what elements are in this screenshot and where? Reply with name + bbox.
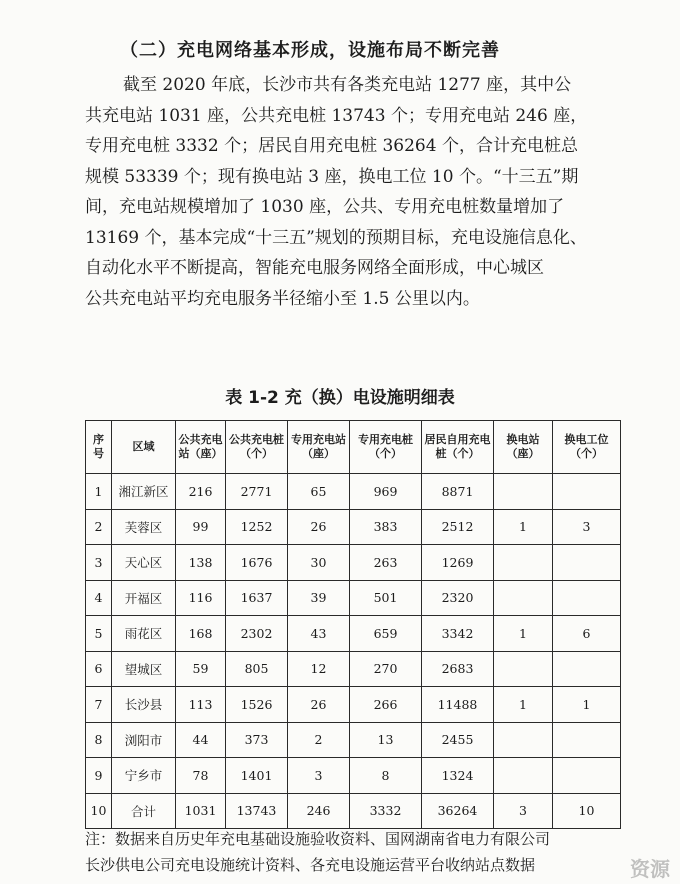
table-cell: 6	[86, 651, 112, 687]
table-cell: 501	[350, 580, 422, 616]
table-cell: 266	[350, 687, 422, 723]
paragraph-line: 专用充电桩 3332 个；居民自用充电桩 36264 个，合计充电桩总	[85, 136, 578, 156]
table-cell: 5	[86, 616, 112, 652]
table-cell	[553, 545, 621, 581]
table-cell: 1	[494, 509, 553, 545]
table-cell: 8871	[422, 474, 494, 510]
column-header: 区域	[112, 421, 176, 474]
footnote-line: 长沙供电公司充电设施统计资料、各充电设施运营平台收纳站点数据	[85, 856, 536, 874]
column-header: 换电工位（个）	[553, 421, 621, 474]
table-cell: 1269	[422, 545, 494, 581]
column-header: 换电站（座）	[494, 421, 553, 474]
table-caption: 表 1-2 充（换）电设施明细表	[225, 388, 455, 408]
section-heading: （二）充电网络基本形成，设施布局不断完善	[120, 40, 500, 61]
table-cell: 8	[86, 722, 112, 758]
table-cell	[494, 474, 553, 510]
table-header-row	[86, 421, 621, 474]
table-cell: 1	[553, 687, 621, 723]
column-header: 专用充电站（座）	[288, 421, 350, 474]
table-cell: 2	[86, 509, 112, 545]
table-cell	[494, 758, 553, 794]
table-cell	[553, 722, 621, 758]
column-header: 序号	[86, 421, 112, 474]
table-cell: 宁乡市	[112, 758, 176, 794]
body-paragraph	[85, 70, 645, 314]
table-cell: 373	[226, 722, 288, 758]
column-header: 公共充电桩（个）	[226, 421, 288, 474]
footnote	[85, 826, 665, 878]
table-cell: 雨花区	[112, 616, 176, 652]
table-cell: 44	[176, 722, 226, 758]
table-cell	[494, 651, 553, 687]
table-row	[86, 651, 621, 687]
paragraph-line: 间，充电站规模增加了 1030 座，公共、专用充电桩数量增加了	[85, 197, 565, 217]
table-row	[86, 687, 621, 723]
table-cell: 116	[176, 580, 226, 616]
table-cell: 望城区	[112, 651, 176, 687]
table-body	[86, 474, 621, 829]
table-cell	[553, 474, 621, 510]
table-cell: 1526	[226, 687, 288, 723]
table-cell: 2683	[422, 651, 494, 687]
table-cell: 2320	[422, 580, 494, 616]
table-cell: 246	[288, 793, 350, 829]
table-cell: 1676	[226, 545, 288, 581]
table-cell: 659	[350, 616, 422, 652]
table-cell: 湘江新区	[112, 474, 176, 510]
table-cell: 2455	[422, 722, 494, 758]
table-cell: 1	[494, 616, 553, 652]
table-cell: 天心区	[112, 545, 176, 581]
table-cell: 30	[288, 545, 350, 581]
table-cell: 3342	[422, 616, 494, 652]
table-cell: 43	[288, 616, 350, 652]
table-cell: 263	[350, 545, 422, 581]
table-cell: 3	[86, 545, 112, 581]
table-row	[86, 758, 621, 794]
table-cell: 芙蓉区	[112, 509, 176, 545]
table-cell: 3	[494, 793, 553, 829]
table-cell: 13	[350, 722, 422, 758]
table-cell	[553, 651, 621, 687]
paragraph-line: 规模 53339 个；现有换电站 3 座，换电工位 10 个。“十三五”期	[85, 166, 579, 187]
table-cell: 1	[86, 474, 112, 510]
table-row	[86, 580, 621, 616]
table-cell: 99	[176, 509, 226, 545]
table-cell: 7	[86, 687, 112, 723]
paragraph-line: 公共充电站平均充电服务半径缩小至 1.5 公里以内。	[85, 288, 480, 309]
table-cell: 78	[176, 758, 226, 794]
table-cell: 216	[176, 474, 226, 510]
table-cell: 9	[86, 758, 112, 794]
paragraph-line: 13169 个，基本完成“十三五”规划的预期目标，充电设施信息化、	[85, 227, 587, 248]
table-cell: 12	[288, 651, 350, 687]
table-cell: 6	[553, 616, 621, 652]
watermark-logo: 资源	[630, 857, 670, 881]
table-cell: 合计	[112, 793, 176, 829]
table-cell: 1637	[226, 580, 288, 616]
table-cell: 2	[288, 722, 350, 758]
table-cell: 1324	[422, 758, 494, 794]
table-row	[86, 616, 621, 652]
table-cell: 26	[288, 509, 350, 545]
table-cell: 969	[350, 474, 422, 510]
table-cell: 11488	[422, 687, 494, 723]
table-row	[86, 793, 621, 829]
paragraph-line: 共充电站 1031 座，公共充电桩 13743 个；专用充电站 246 座，	[85, 105, 588, 126]
table-cell: 1252	[226, 509, 288, 545]
table-cell: 383	[350, 509, 422, 545]
column-header: 公共充电站（座）	[176, 421, 226, 474]
table-cell	[494, 580, 553, 616]
charging-facility-table	[85, 420, 621, 829]
table-cell: 1401	[226, 758, 288, 794]
paragraph-line: 自动化水平不断提高，智能充电服务网络全面形成，中心城区	[85, 258, 544, 278]
table-cell	[553, 580, 621, 616]
table-row	[86, 545, 621, 581]
table-cell: 2771	[226, 474, 288, 510]
column-header: 居民自用充电桩（个）	[422, 421, 494, 474]
table-row	[86, 474, 621, 510]
table-cell: 4	[86, 580, 112, 616]
table-cell: 10	[86, 793, 112, 829]
table-cell: 3332	[350, 793, 422, 829]
table-cell: 1	[494, 687, 553, 723]
paragraph-line: 截至 2020 年底，长沙市共有各类充电站 1277 座，其中公	[123, 75, 572, 95]
table-row	[86, 722, 621, 758]
table-cell: 805	[226, 651, 288, 687]
table-cell: 2512	[422, 509, 494, 545]
table-cell: 1031	[176, 793, 226, 829]
table-cell: 113	[176, 687, 226, 723]
footnote-line: 注：数据来自历史年充电基础设施验收资料、国网湖南省电力有限公司	[85, 830, 551, 848]
table-cell: 8	[350, 758, 422, 794]
table-cell: 138	[176, 545, 226, 581]
column-header: 专用充电桩（个）	[350, 421, 422, 474]
table-cell: 36264	[422, 793, 494, 829]
table-cell	[494, 722, 553, 758]
table-cell: 2302	[226, 616, 288, 652]
table-cell: 浏阳市	[112, 722, 176, 758]
table-row	[86, 509, 621, 545]
table-cell: 65	[288, 474, 350, 510]
table-cell	[553, 758, 621, 794]
table-cell: 270	[350, 651, 422, 687]
table-cell	[494, 545, 553, 581]
table-cell: 13743	[226, 793, 288, 829]
table-cell: 168	[176, 616, 226, 652]
table-cell: 59	[176, 651, 226, 687]
table-cell: 10	[553, 793, 621, 829]
table-cell: 长沙县	[112, 687, 176, 723]
table-cell: 3	[553, 509, 621, 545]
table-cell: 开福区	[112, 580, 176, 616]
table-cell: 3	[288, 758, 350, 794]
table-cell: 39	[288, 580, 350, 616]
table-cell: 26	[288, 687, 350, 723]
